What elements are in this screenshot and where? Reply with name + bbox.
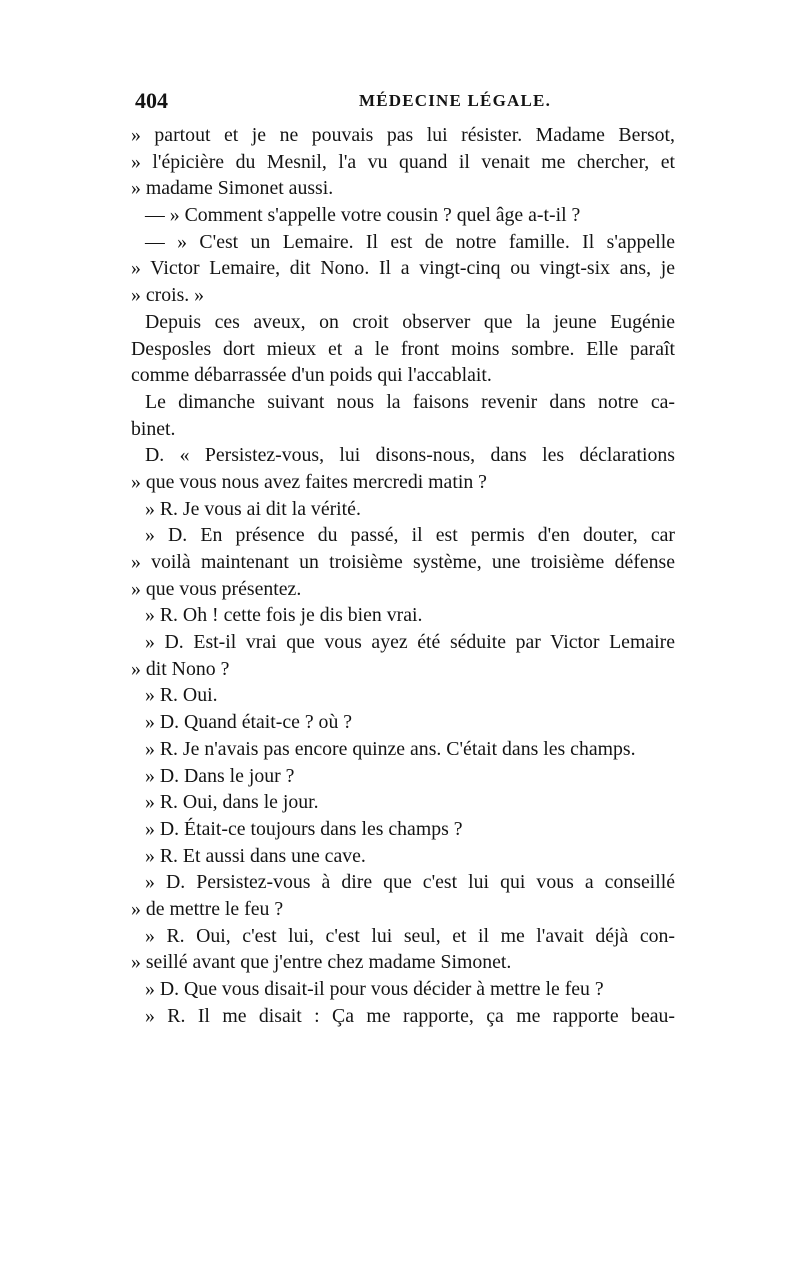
text-line: binet.: [131, 417, 176, 440]
text-line: » R. Je n'avais pas encore quinze ans. C'était dans les champs.: [145, 737, 636, 760]
text-line: — » Comment s'appelle votre cousin ? quel âge a-t-il ?: [145, 204, 581, 227]
text-line: » Victor Lemaire, dit Nono. Il a vingt-cinq ou vingt-six ans, je: [131, 257, 675, 280]
text-line: » R. Oui.: [145, 684, 218, 707]
text-line: » D. Dans le jour ?: [145, 764, 295, 787]
text-line: » R. Oui, dans le jour.: [145, 791, 319, 814]
body-text: [131, 122, 675, 1029]
text-line: Le dimanche suivant nous la faisons revenir dans notre ca-: [145, 390, 675, 413]
text-line: » de mettre le feu ?: [131, 897, 284, 920]
text-line: » madame Simonet aussi.: [131, 177, 334, 200]
text-line: » l'épicière du Mesnil, l'a vu quand il venait me chercher, et: [131, 150, 675, 173]
text-line: » seillé avant que j'entre chez madame Simonet.: [131, 951, 512, 974]
text-line: comme débarrassée d'un poids qui l'accablait.: [131, 364, 492, 387]
running-head: MÉDECINE LÉGALE.: [358, 91, 552, 110]
text-line: » R. Il me disait : Ça me rapporte, ça me rapporte beau-: [145, 1004, 675, 1027]
text-line: » D. Quand était-ce ? où ?: [145, 711, 353, 734]
text-line: » R. Et aussi dans une cave.: [145, 844, 366, 867]
text-line: » D. En présence du passé, il est permis d'en douter, car: [145, 524, 675, 547]
page-number: 404: [135, 88, 168, 113]
text-line: » R. Je vous ai dit la vérité.: [145, 497, 361, 520]
text-line: » D. Était-ce toujours dans les champs ?: [145, 817, 463, 840]
text-line: » voilà maintenant un troisième système, une troisième défense: [131, 551, 675, 573]
text-line: » D. Est-il vrai que vous ayez été séduite par Victor Lemaire: [145, 631, 675, 654]
text-line: Desposles dort mieux et a le front moins sombre. Elle paraît: [131, 337, 675, 360]
text-line: » que vous nous avez faites mercredi matin ?: [131, 470, 487, 493]
text-line: » D. Que vous disait-il pour vous décider à mettre le feu ?: [145, 978, 604, 1000]
text-line: » dit Nono ?: [131, 657, 230, 680]
text-line: » D. Persistez-vous à dire que c'est lui qui vous a conseillé: [145, 871, 675, 894]
text-line: » partout et je ne pouvais pas lui résister. Madame Bersot,: [131, 124, 675, 146]
text-line: » R. Oui, c'est lui, c'est lui seul, et il me l'avait déjà con-: [145, 924, 675, 947]
text-line: — » C'est un Lemaire. Il est de notre famille. Il s'appelle: [145, 230, 675, 253]
page-header: [135, 88, 675, 116]
text-line: » crois. »: [131, 284, 205, 307]
text-line: D. « Persistez-vous, lui disons-nous, dans les déclarations: [145, 444, 675, 467]
text-line: » R. Oh ! cette fois je dis bien vrai.: [145, 604, 423, 627]
text-line: Depuis ces aveux, on croit observer que la jeune Eugénie: [145, 310, 675, 333]
text-line: » que vous présentez.: [131, 577, 302, 600]
